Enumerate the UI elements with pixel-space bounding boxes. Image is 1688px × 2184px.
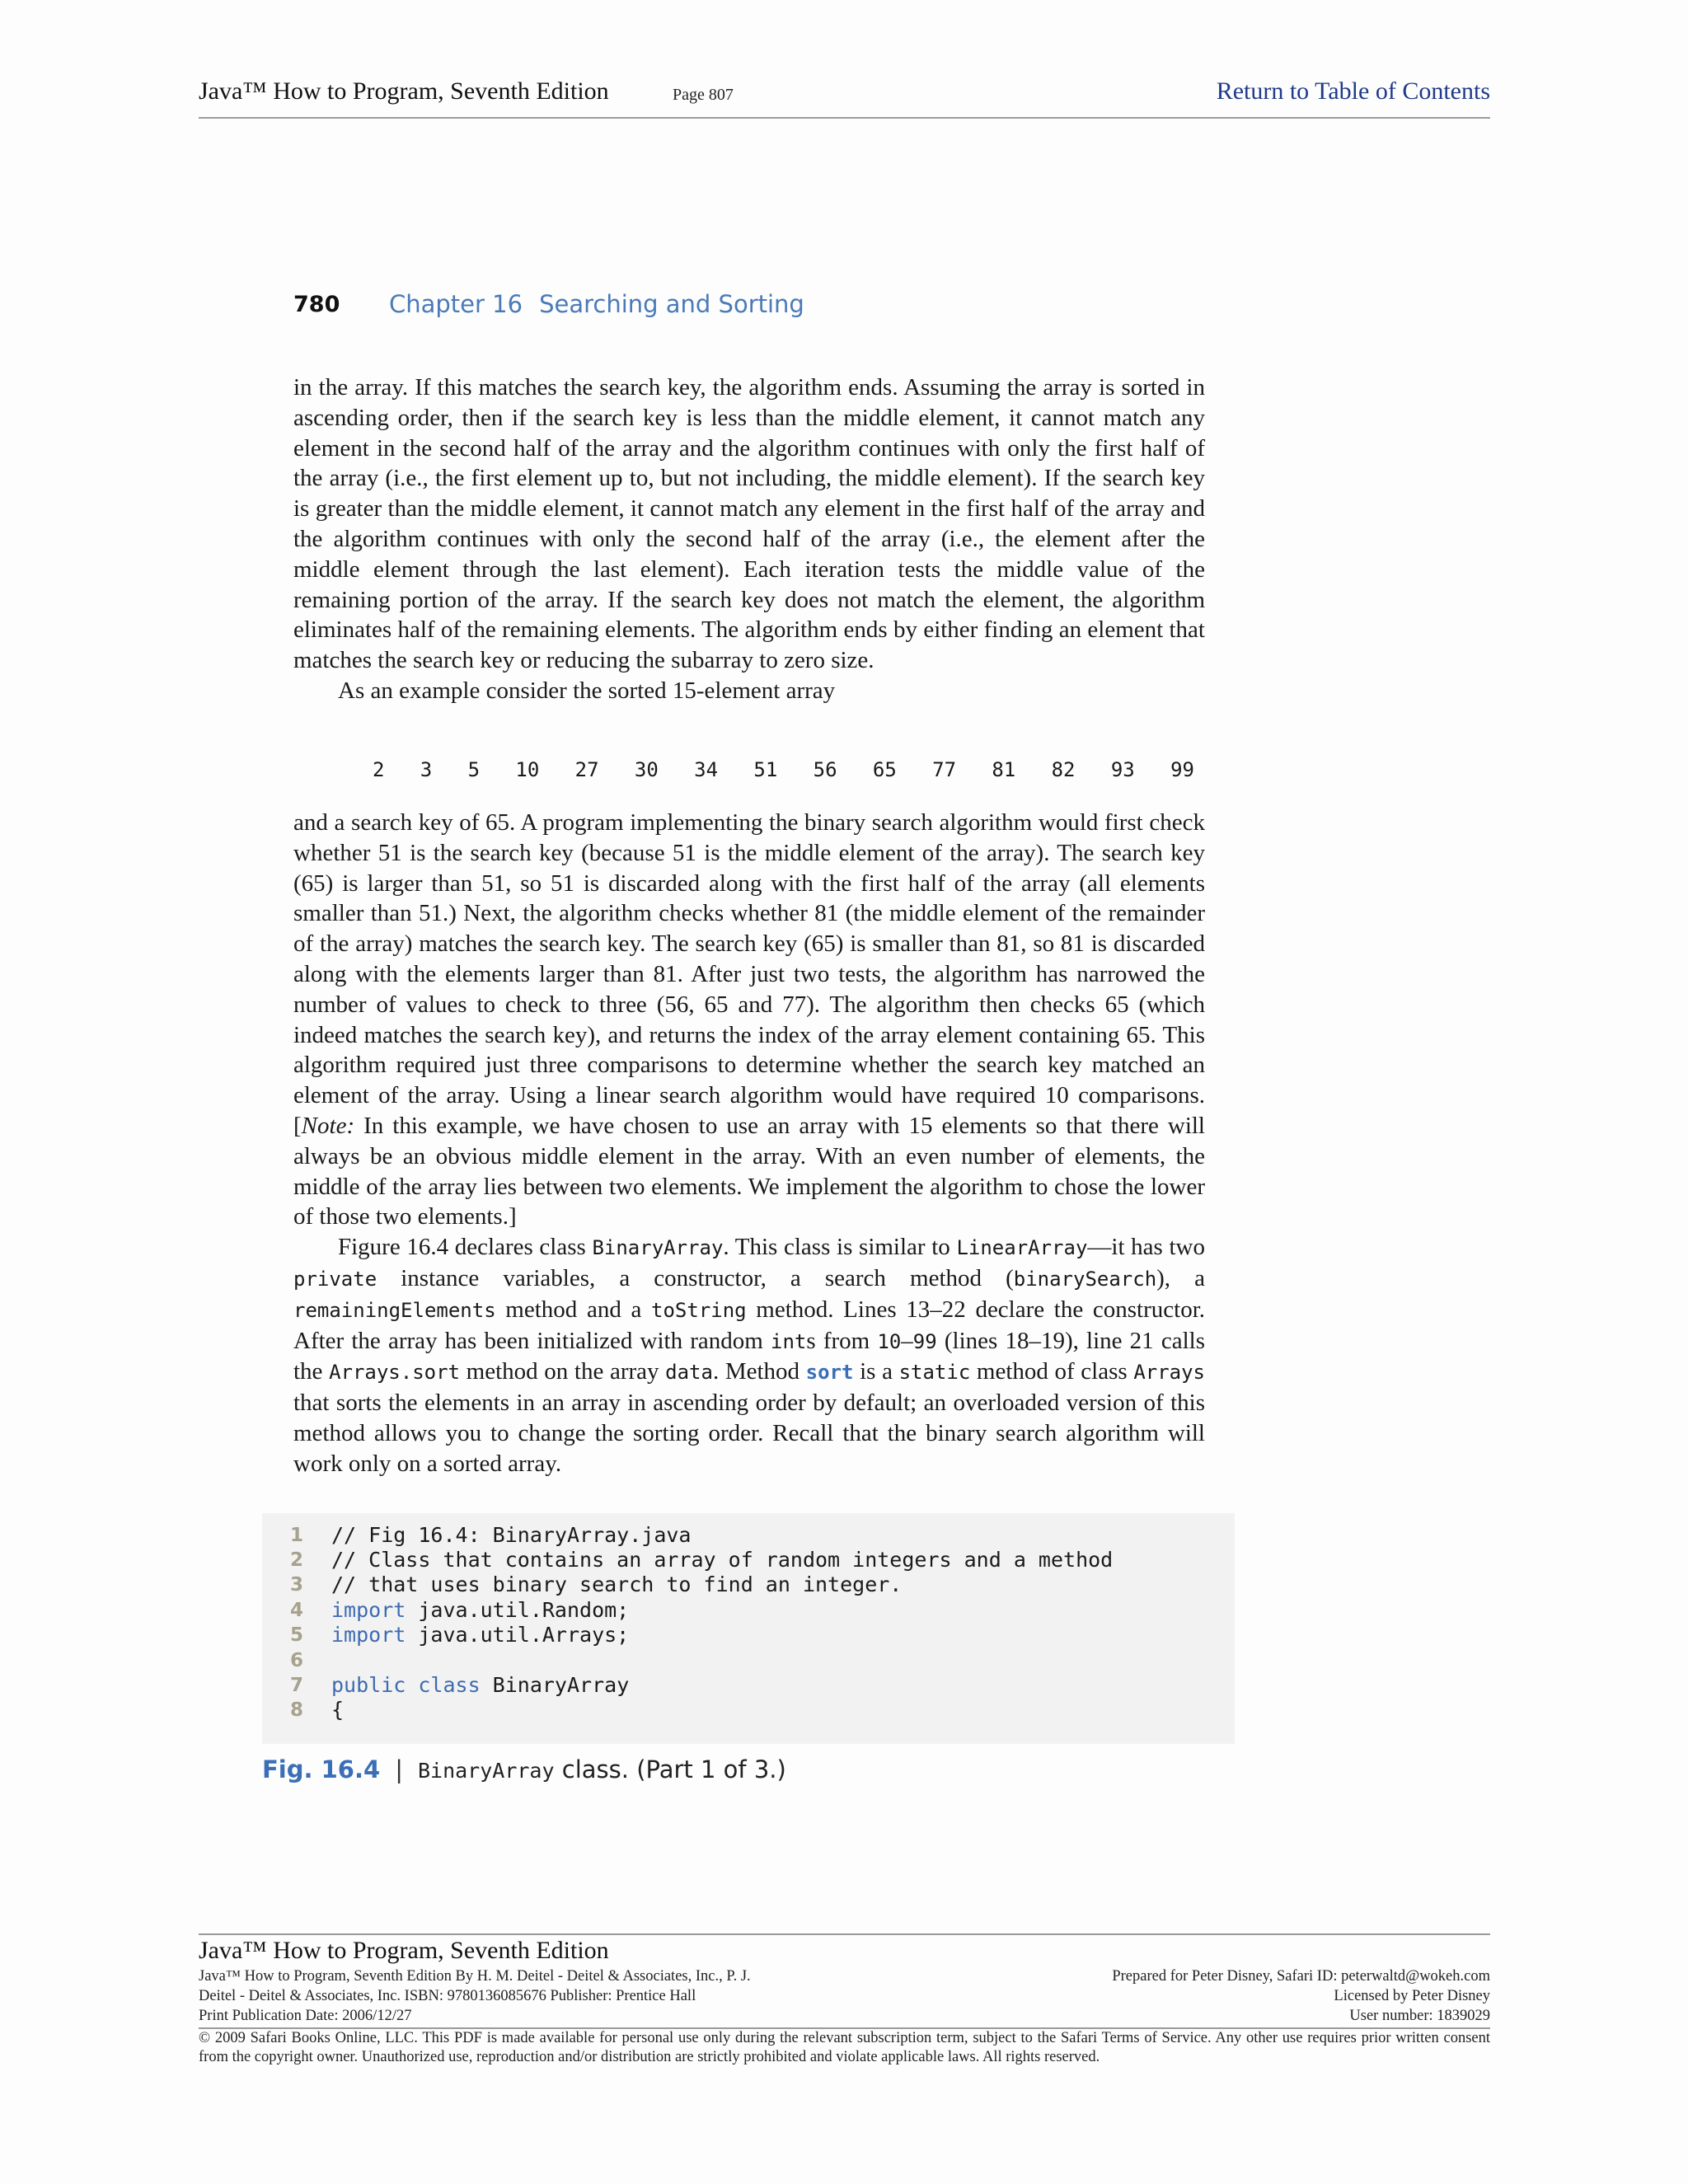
p4-code: 99 (912, 1329, 937, 1353)
chapter-heading (389, 290, 804, 318)
section-title: Searching and Sorting (539, 290, 804, 318)
paragraph-4 (293, 1232, 1205, 1479)
p4-code: data (665, 1361, 713, 1385)
footer-user-number: User number: 1839029 (1349, 2008, 1490, 2024)
p4-text: method of class (970, 1358, 1134, 1385)
return-to-toc-link[interactable]: Return to Table of Contents (1216, 77, 1490, 105)
p4-code-sort-keyword: sort (805, 1361, 854, 1385)
code-line (331, 1673, 629, 1697)
code-comment: // Fig 16.4: BinaryArray.java (331, 1523, 692, 1547)
p4-code: static (898, 1361, 971, 1385)
p4-text: instance variables, a constructor, a search method ( (377, 1264, 1014, 1291)
p4-text: Figure 16.4 declares class (338, 1234, 593, 1261)
footer-info-line-1: Java™ How to Program, Seventh Edition By H. M. Deitel - Deitel & Associates, Inc., P. J. (199, 1968, 751, 1985)
note-label: Note: (301, 1112, 355, 1139)
p4-text: method and a (495, 1296, 652, 1323)
chapter-label: Chapter 16 (389, 290, 523, 318)
p4-text: . This class is similar to (723, 1234, 957, 1261)
caption-divider: | (395, 1755, 403, 1783)
p4-text: method. Lines 13–22 declare the constructor. After the array has been initialized with random (293, 1296, 1206, 1354)
array-example: 2 3 5 10 27 30 34 51 56 65 77 81 82 93 99 (373, 758, 1194, 781)
code-line (331, 1623, 629, 1647)
code-line (331, 1698, 344, 1722)
header-page-label: Page 807 (673, 86, 734, 104)
code-keyword: import (331, 1598, 406, 1622)
p4-text: method on the array (460, 1358, 666, 1385)
p4-text: is a (853, 1358, 899, 1385)
page-number: 780 (293, 292, 340, 317)
p4-code: Arrays.sort (329, 1361, 461, 1385)
p4-code: BinaryArray (592, 1236, 724, 1260)
footer-book-title: Java™ How to Program, Seventh Edition (199, 1937, 609, 1964)
line-number: 6 (289, 1650, 303, 1671)
code-text: java.util.Arrays; (406, 1623, 630, 1647)
footer-print-date: Print Publication Date: 2006/12/27 (199, 2008, 412, 2024)
p4-code: remainingElements (293, 1298, 496, 1322)
line-number: 1 (289, 1525, 303, 1546)
p4-text: – (901, 1327, 913, 1354)
paragraph-2: As an example consider the sorted 15-element array (338, 677, 836, 704)
paragraph-3 (293, 808, 1205, 1232)
p4-text: ), a (1156, 1264, 1206, 1291)
paragraph-3-text-a: and a search key of 65. A program implementing the binary search algorithm would first check whether 51 is the search key (because 51 is the middle element of the array). The search key (65) is larger than 51, so 51 is discarded along with the first half of the array (all elements smaller than 51.) Next, the algorithm checks whether 81 (the middle element of the remainder of the array) matches the search key. The search key (65) is smaller than 81, so 81 is discarded along with the elements larger than 81. After just two tests, the algorithm has narrowed the number of values to check to three (56, 65 and 77). The algorithm then checks 65 (which indeed matches the search key), and returns the index of the array element containing 65. This algorithm required just three comparisons to determine whether the search key matched an element of the array. Using a linear search algorithm would have required 10 comparisons. [ (293, 809, 1205, 1139)
line-number: 3 (289, 1574, 303, 1596)
figure-caption-text: class. (Part 1 of 3.) (554, 1755, 786, 1783)
figure-caption (262, 1755, 786, 1783)
footer-info-line-2: Deitel - Deitel & Associates, Inc. ISBN: 9780136085676 Publisher: Prentice Hall (199, 1988, 696, 2004)
p4-text: . Method (712, 1358, 806, 1385)
page-footer (199, 1933, 1490, 2065)
code-line (331, 1598, 629, 1622)
code-keyword: import (331, 1623, 406, 1647)
code-keyword: public class (331, 1673, 481, 1697)
p4-code: int (771, 1329, 807, 1353)
p4-code: private (293, 1267, 377, 1291)
p4-code: Arrays (1133, 1361, 1206, 1385)
body-text-block-2 (293, 808, 1205, 1479)
footer-licensed-by: Licensed by Peter Disney (1334, 1988, 1490, 2004)
p4-code: 10 (877, 1329, 902, 1353)
code-comment: // that uses binary search to find an integer. (331, 1572, 903, 1596)
header-book-title: Java™ How to Program, Seventh Edition (199, 77, 609, 105)
p4-text: —it has two (1087, 1234, 1205, 1261)
footer-prepared-for: Prepared for Peter Disney, Safari ID: peterwaltd@wokeh.com (1112, 1968, 1490, 1985)
footer-copyright: © 2009 Safari Books Online, LLC. This PDF is made available for personal use only during the relevant subscription term, subject to the Safari Terms of Service. Any other use requires prior written consent from the copyright owner. Unauthorized use, reproduction and/or distribution are strictly prohibited and violate applicable laws. All rights reserved. (199, 2027, 1490, 2067)
figure-label: Fig. 16.4 (262, 1755, 381, 1783)
code-listing (262, 1513, 1235, 1744)
paragraph-1: in the array. If this matches the search key, the algorithm ends. Assuming the array is sorted in ascending order, then if the search key is less than the middle element, it cannot match any element in the second half of the array and the algorithm continues with only the first half of the array (i.e., the first element up to, but not including, the middle element). If the search key is greater than the middle element, it cannot match any element in the first half of the array and the algorithm continues with only the second half of the array (i.e., the element after the middle element through the last element). Each iteration tests the middle value of the remaining portion of the array. If the search key does not match the element, the algorithm eliminates half of the remaining elements. The algorithm ends by either finding an element that matches the search key or reducing the subarray to zero size. (293, 374, 1205, 674)
code-text: java.util.Random; (406, 1598, 630, 1622)
body-text-block-1 (293, 373, 1205, 706)
line-number: 2 (289, 1549, 303, 1571)
figure-class-name: BinaryArray (417, 1759, 555, 1783)
line-number: 4 (289, 1600, 303, 1621)
page-header (199, 77, 1490, 119)
p4-code: binarySearch (1013, 1267, 1157, 1291)
line-number: 7 (289, 1675, 303, 1696)
line-number: 8 (289, 1699, 303, 1721)
line-number: 5 (289, 1624, 303, 1646)
p4-text: that sorts the elements in an array in ascending order by default; an overloaded version of this method allows you to change the sorting order. Recall that the binary search algorithm will work only on a sorted array. (293, 1390, 1205, 1477)
code-comment: // Class that contains an array of random integers and a method (331, 1548, 1114, 1572)
code-text: { (331, 1698, 345, 1722)
p4-code: toString (651, 1298, 747, 1322)
p4-code: LinearArray (956, 1236, 1088, 1260)
p4-text: (lines 18–19), line 21 calls the (293, 1327, 1205, 1385)
p4-text: s from (806, 1327, 878, 1354)
paragraph-3-text-b: In this example, we have chosen to use an array with 15 elements so that there will always be an obvious middle element in the array. With an even number of elements, the middle of the array lies between two elements. We implement the algorithm to chose the lower of those two elements.] (293, 1112, 1205, 1230)
code-text: BinaryArray (480, 1673, 630, 1697)
